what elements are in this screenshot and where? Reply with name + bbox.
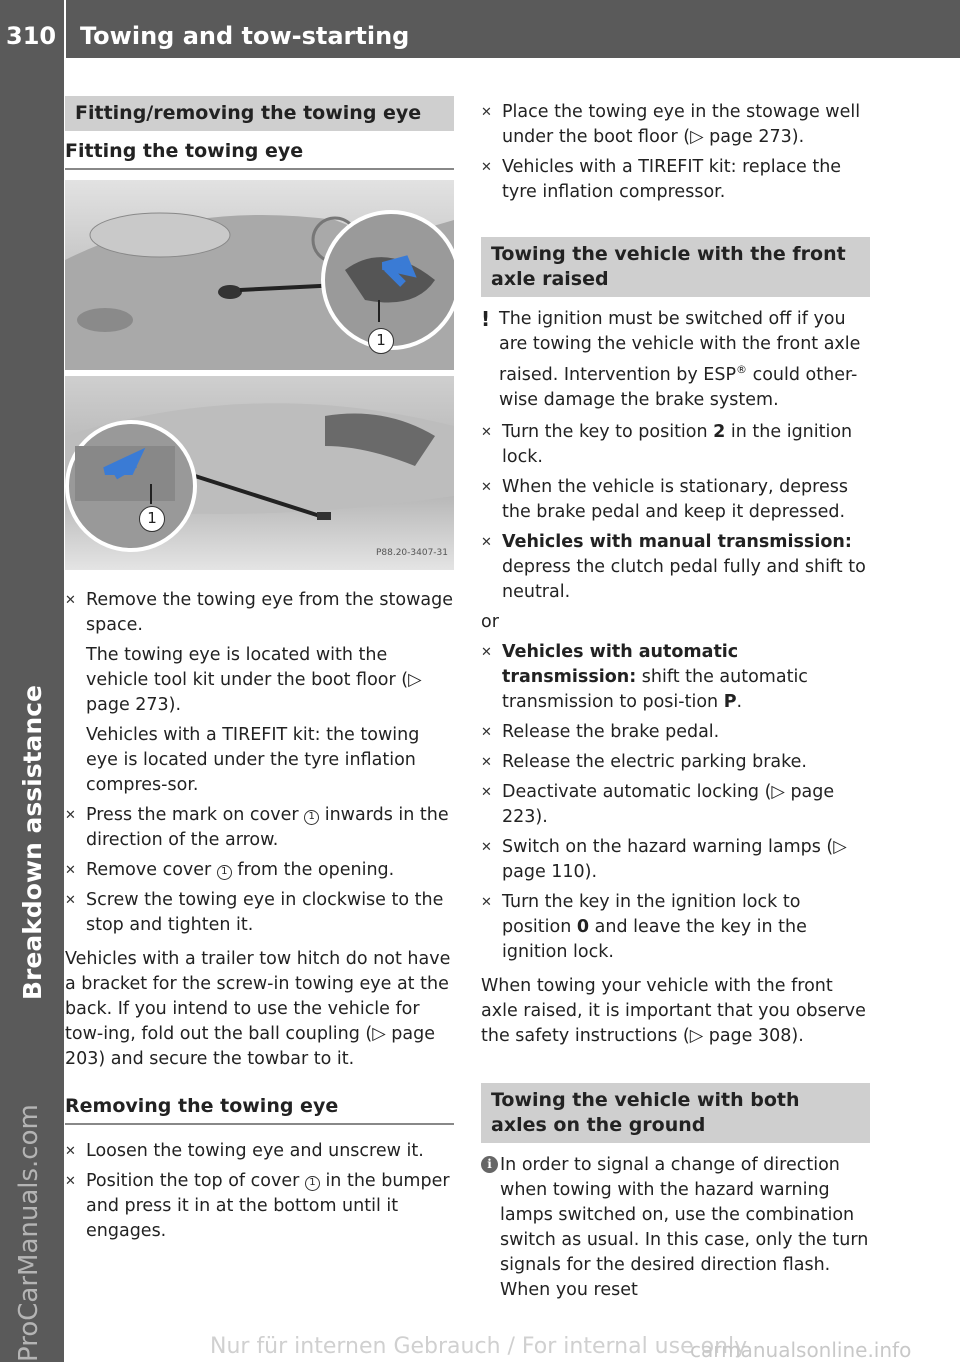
callout-1-bottom: 1 (139, 506, 165, 532)
header-divider (64, 0, 66, 58)
step-arrow-icon: ✕ (65, 808, 76, 823)
info-notice (481, 1153, 870, 1303)
step-manual-transmission (481, 530, 870, 605)
warning-notice (481, 307, 870, 413)
step-text: depress the clutch pedal fully and shift to neutral. (502, 556, 866, 602)
front-axle-safety-note: When towing your vehicle with the front axle raised, it is important that you observe the safety instructions (▷ page 308). (481, 975, 866, 1046)
step-hazard-lamps (481, 835, 870, 885)
step-text: and leave the key in the ignition lock. (502, 916, 807, 962)
step-arrow-icon: ✕ (481, 894, 492, 910)
step-remove-eye (65, 588, 454, 798)
step-lead: Vehicles with manual transmission: (502, 531, 852, 552)
step-text: Press the mark on cover (86, 805, 305, 825)
front-bumper-drawing (65, 180, 454, 370)
step-arrow-icon: ✕ (481, 754, 492, 770)
step-arrow-icon: ✕ (481, 160, 492, 175)
step-arrow-icon: ✕ (65, 893, 76, 908)
step-text: Vehicles with a TIREFIT kit: replace the tyre inflation compressor. (502, 157, 842, 202)
info-text: In order to signal a change of direction when towing with the hazard warning lamps switched on, use the combination switch as usual. In this case, only the turn signals for the desired direction flash. When you reset (500, 1154, 869, 1300)
source-watermark: carmanualsonline.info (690, 1338, 912, 1362)
step-key-position-0 (481, 890, 870, 965)
step-arrow-icon: ✕ (481, 724, 492, 740)
warning-icon: ! (481, 307, 491, 331)
step-loosen-eye (65, 1139, 454, 1164)
step-arrow-icon: ✕ (481, 479, 492, 495)
callout-1-top: 1 (368, 328, 394, 354)
callout-ref: 1 (304, 810, 319, 825)
side-tab-text: Breakdown assistance (18, 685, 47, 1000)
step-text: . (736, 691, 743, 712)
right-column (481, 100, 870, 1303)
internal-use-watermark: Nur für internen Gebrauch / For internal use only (210, 1334, 748, 1359)
rear-bumper-photo (65, 376, 454, 570)
trailer-hitch-note: Vehicles with a trailer tow hitch do not have a bracket for the screw-in towing eye at the back. If you intend to use the vehicle for tow-ing, fold out the ball coupling (▷ page 203) and secure the towbar to it. (65, 949, 451, 1069)
step-text: Deactivate automatic locking (▷ page 223). (502, 781, 835, 827)
step-text: Turn the key in the ignition lock to position (502, 891, 801, 937)
step-text: shift the automatic transmission to posi-tion (502, 666, 808, 712)
step-text: Switch on the hazard warning lamps (▷ page 110). (502, 836, 847, 882)
step-text: Release the electric parking brake. (502, 751, 807, 772)
step-arrow-icon: ✕ (65, 863, 76, 878)
step-arrow-icon: ✕ (65, 1144, 76, 1159)
step-key-position-2 (481, 420, 870, 470)
step-depress-brake (481, 475, 870, 525)
left-column (65, 96, 454, 1249)
step-replace-compressor (481, 155, 870, 205)
step-press-mark (65, 803, 454, 853)
step-text: Remove cover (86, 860, 217, 880)
step-text: from the opening. (231, 860, 395, 880)
step-text: Turn the key to position (502, 421, 714, 442)
info-icon: i (481, 1156, 498, 1173)
step-automatic-transmission (481, 640, 870, 715)
callout-ref: 1 (305, 1176, 320, 1191)
page-header (0, 0, 960, 58)
step-note: The towing eye is located with the vehicle tool kit under the boot floor (▷ page 273). (86, 645, 422, 715)
step-text: Place the towing eye in the stowage well under the boot floor (▷ page 273). (502, 102, 861, 147)
step-arrow-icon: ✕ (481, 839, 492, 855)
subheading-removing: Removing the towing eye (65, 1094, 454, 1125)
step-arrow-icon: ✕ (65, 593, 76, 608)
step-note: Vehicles with a TIREFIT kit: the towing eye is located under the tyre inflation compres-sor. (86, 725, 420, 795)
step-text: Position the top of cover (86, 1171, 305, 1191)
callout-ref: 1 (217, 865, 232, 880)
step-screw-in (65, 888, 454, 938)
front-bumper-photo (65, 180, 454, 370)
towing-eye-illustration (65, 180, 454, 570)
chapter-title: Towing and tow-starting (80, 22, 410, 50)
registered-mark: ® (736, 363, 748, 376)
gear-position: P (723, 691, 737, 712)
section-title-front-axle: Towing the vehicle with the front axle raised (481, 237, 870, 297)
section-title-both-axles: Towing the vehicle with both axles on the ground (481, 1083, 870, 1143)
step-arrow-icon: ✕ (481, 424, 492, 440)
step-text: in the ignition lock. (502, 421, 853, 467)
key-position: 2 (713, 421, 726, 442)
page-number: 310 (6, 22, 57, 50)
step-release-brake (481, 720, 870, 745)
step-arrow-icon: ✕ (481, 534, 492, 550)
step-arrow-icon: ✕ (481, 784, 492, 800)
step-text: Remove the towing eye from the stowage space. (86, 590, 453, 635)
step-text: in the bumper and press it in at the bottom until it engages. (86, 1171, 450, 1241)
side-watermark-text: ProCarManuals.com (14, 1104, 44, 1362)
section-title-towing-eye: Fitting/removing the towing eye (65, 96, 454, 131)
figure-code: P88.20-3407-31 (375, 548, 448, 558)
step-arrow-icon: ✕ (65, 1174, 76, 1189)
step-deactivate-locking (481, 780, 870, 830)
step-arrow-icon: ✕ (481, 644, 492, 660)
step-arrow-icon: ✕ (481, 105, 492, 120)
step-position-cover (65, 1169, 454, 1244)
step-text: Release the brake pedal. (502, 721, 720, 742)
step-remove-cover (65, 858, 454, 883)
step-text: Screw the towing eye in clockwise to the stop and tighten it. (86, 890, 444, 935)
warning-text: could other-wise damage the brake system. (499, 364, 858, 410)
warning-text: The ignition must be switched off if you are towing the vehicle with the front axle raised. Intervention by ESP (499, 309, 861, 385)
subheading-fitting: Fitting the towing eye (65, 139, 454, 170)
step-lead: Vehicles with automatic transmission: (502, 641, 739, 687)
or-separator: or (481, 611, 499, 632)
step-release-parking-brake (481, 750, 870, 775)
step-stow-eye (481, 100, 870, 150)
step-text: Loosen the towing eye and unscrew it. (86, 1141, 424, 1161)
key-position: 0 (576, 916, 590, 937)
step-text: When the vehicle is stationary, depress the brake pedal and keep it depressed. (502, 476, 848, 522)
step-text: inwards in the direction of the arrow. (86, 805, 449, 850)
